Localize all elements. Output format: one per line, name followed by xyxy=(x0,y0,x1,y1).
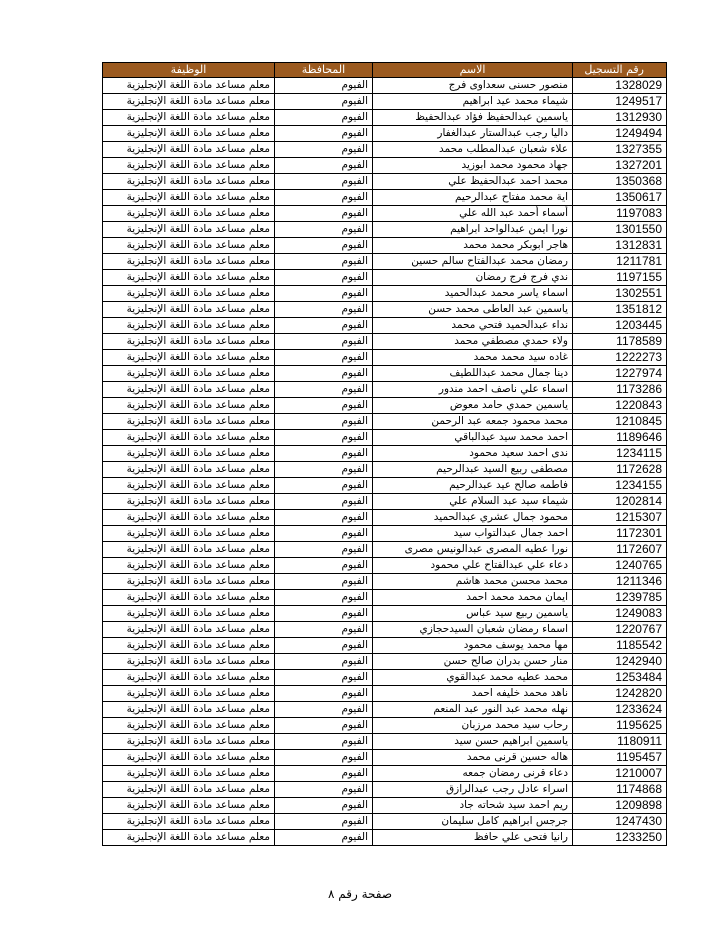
registration-number-cell: 1350368 xyxy=(573,174,667,190)
governorate-cell: الفيوم xyxy=(275,574,373,590)
governorate-cell: الفيوم xyxy=(275,174,373,190)
table-row xyxy=(103,414,667,430)
name-cell: اسراء عادل رجب عبدالرازق xyxy=(373,782,573,798)
table-row xyxy=(103,590,667,606)
name-cell: فاطمه صالح عيد عبدالرحيم xyxy=(373,478,573,494)
job-cell: معلم مساعد مادة اللغة الإنجليزية xyxy=(103,542,275,558)
table-row xyxy=(103,654,667,670)
job-cell: معلم مساعد مادة اللغة الإنجليزية xyxy=(103,414,275,430)
job-cell: معلم مساعد مادة اللغة الإنجليزية xyxy=(103,494,275,510)
name-cell: ياسمين عبدالحفيظ فؤاد عبدالحفيظ xyxy=(373,110,573,126)
registration-number-cell: 1197155 xyxy=(573,270,667,286)
governorate-cell: الفيوم xyxy=(275,430,373,446)
registration-number-cell: 1239785 xyxy=(573,590,667,606)
job-cell: معلم مساعد مادة اللغة الإنجليزية xyxy=(103,190,275,206)
job-cell: معلم مساعد مادة اللغة الإنجليزية xyxy=(103,350,275,366)
registration-number-cell: 1249494 xyxy=(573,126,667,142)
job-cell: معلم مساعد مادة اللغة الإنجليزية xyxy=(103,686,275,702)
governorate-cell: الفيوم xyxy=(275,222,373,238)
governorate-cell: الفيوم xyxy=(275,718,373,734)
governorate-cell: الفيوم xyxy=(275,462,373,478)
name-cell: نورا عطيه المصرى عبدالونيس مصرى xyxy=(373,542,573,558)
governorate-cell: الفيوم xyxy=(275,622,373,638)
governorate-cell: الفيوم xyxy=(275,670,373,686)
governorate-cell: الفيوم xyxy=(275,126,373,142)
governorate-cell: الفيوم xyxy=(275,830,373,846)
table-row xyxy=(103,526,667,542)
name-cell: جهاد محمود محمد ابوزيد xyxy=(373,158,573,174)
name-cell: مصطفى ربيع السيد عبدالرحيم xyxy=(373,462,573,478)
registration-number-cell: 1178589 xyxy=(573,334,667,350)
governorate-cell: الفيوم xyxy=(275,702,373,718)
job-cell: معلم مساعد مادة اللغة الإنجليزية xyxy=(103,174,275,190)
name-cell: ياسمين ابراهيم حسن سيد xyxy=(373,734,573,750)
table-row xyxy=(103,558,667,574)
registration-number-cell: 1233250 xyxy=(573,830,667,846)
governorate-cell: الفيوم xyxy=(275,446,373,462)
job-cell: معلم مساعد مادة اللغة الإنجليزية xyxy=(103,702,275,718)
job-cell: معلم مساعد مادة اللغة الإنجليزية xyxy=(103,254,275,270)
table-row xyxy=(103,478,667,494)
name-cell: محمد عطيه محمد عبدالقوي xyxy=(373,670,573,686)
registration-number-cell: 1172301 xyxy=(573,526,667,542)
registration-number-cell: 1173286 xyxy=(573,382,667,398)
table-row xyxy=(103,638,667,654)
registration-number-cell: 1249083 xyxy=(573,606,667,622)
table-row xyxy=(103,78,667,94)
header-job: الوظيفة xyxy=(103,63,275,78)
governorate-cell: الفيوم xyxy=(275,238,373,254)
registration-number-cell: 1253484 xyxy=(573,670,667,686)
table-row xyxy=(103,110,667,126)
governorate-cell: الفيوم xyxy=(275,654,373,670)
job-cell: معلم مساعد مادة اللغة الإنجليزية xyxy=(103,94,275,110)
governorate-cell: الفيوم xyxy=(275,686,373,702)
table-row xyxy=(103,542,667,558)
job-cell: معلم مساعد مادة اللغة الإنجليزية xyxy=(103,126,275,142)
registration-number-cell: 1195457 xyxy=(573,750,667,766)
table-row xyxy=(103,206,667,222)
governorate-cell: الفيوم xyxy=(275,494,373,510)
table-row xyxy=(103,382,667,398)
name-cell: اسماء ياسر محمد عبدالحميد xyxy=(373,286,573,302)
name-cell: ريم احمد سيد شحاته جاد xyxy=(373,798,573,814)
governorate-cell: الفيوم xyxy=(275,366,373,382)
header-row xyxy=(103,63,667,78)
job-cell: معلم مساعد مادة اللغة الإنجليزية xyxy=(103,782,275,798)
job-cell: معلم مساعد مادة اللغة الإنجليزية xyxy=(103,158,275,174)
registration-number-cell: 1211346 xyxy=(573,574,667,590)
job-cell: معلم مساعد مادة اللغة الإنجليزية xyxy=(103,462,275,478)
table-row xyxy=(103,190,667,206)
table-row xyxy=(103,158,667,174)
job-cell: معلم مساعد مادة اللغة الإنجليزية xyxy=(103,286,275,302)
name-cell: احمد جمال عبدالتواب سيد xyxy=(373,526,573,542)
registration-number-cell: 1203445 xyxy=(573,318,667,334)
registration-number-cell: 1242820 xyxy=(573,686,667,702)
job-cell: معلم مساعد مادة اللغة الإنجليزية xyxy=(103,206,275,222)
registration-number-cell: 1174868 xyxy=(573,782,667,798)
registration-number-cell: 1211781 xyxy=(573,254,667,270)
registration-number-cell: 1328029 xyxy=(573,78,667,94)
governorate-cell: الفيوم xyxy=(275,286,373,302)
table-row xyxy=(103,510,667,526)
registration-number-cell: 1172607 xyxy=(573,542,667,558)
job-cell: معلم مساعد مادة اللغة الإنجليزية xyxy=(103,110,275,126)
table-row xyxy=(103,574,667,590)
name-cell: نورا ايمن عبدالواحد ابراهيم xyxy=(373,222,573,238)
name-cell: شيماء محمد عيد ابراهيم xyxy=(373,94,573,110)
job-cell: معلم مساعد مادة اللغة الإنجليزية xyxy=(103,670,275,686)
governorate-cell: الفيوم xyxy=(275,398,373,414)
job-cell: معلم مساعد مادة اللغة الإنجليزية xyxy=(103,574,275,590)
table-row xyxy=(103,94,667,110)
table-row xyxy=(103,766,667,782)
registration-number-cell: 1172628 xyxy=(573,462,667,478)
header-registration-number: رقم التسجيل xyxy=(573,63,667,78)
name-cell: هاجر ابوبكر محمد محمد xyxy=(373,238,573,254)
job-cell: معلم مساعد مادة اللغة الإنجليزية xyxy=(103,318,275,334)
governorate-cell: الفيوم xyxy=(275,734,373,750)
table-row xyxy=(103,366,667,382)
job-cell: معلم مساعد مادة اللغة الإنجليزية xyxy=(103,446,275,462)
registration-number-cell: 1240765 xyxy=(573,558,667,574)
job-cell: معلم مساعد مادة اللغة الإنجليزية xyxy=(103,558,275,574)
job-cell: معلم مساعد مادة اللغة الإنجليزية xyxy=(103,654,275,670)
table-row xyxy=(103,734,667,750)
name-cell: غاده سيد محمد محمد xyxy=(373,350,573,366)
job-cell: معلم مساعد مادة اللغة الإنجليزية xyxy=(103,638,275,654)
job-cell: معلم مساعد مادة اللغة الإنجليزية xyxy=(103,718,275,734)
governorate-cell: الفيوم xyxy=(275,750,373,766)
table-row xyxy=(103,686,667,702)
name-cell: احمد محمد سيد عبدالباقي xyxy=(373,430,573,446)
name-cell: شيماء سيد عبد السلام علي xyxy=(373,494,573,510)
registration-number-cell: 1249517 xyxy=(573,94,667,110)
governorate-cell: الفيوم xyxy=(275,206,373,222)
job-cell: معلم مساعد مادة اللغة الإنجليزية xyxy=(103,270,275,286)
governorate-cell: الفيوم xyxy=(275,158,373,174)
name-cell: محمود جمال عشري عبدالحميد xyxy=(373,510,573,526)
name-cell: منصور حسنى سعداوى فرج xyxy=(373,78,573,94)
governorate-cell: الفيوم xyxy=(275,110,373,126)
table-row xyxy=(103,814,667,830)
name-cell: أسماء أحمد عبد الله علي xyxy=(373,206,573,222)
page-number: صفحة رقم ٨ xyxy=(327,887,393,901)
table-row xyxy=(103,718,667,734)
name-cell: ياسمين حمدي حامد معوض xyxy=(373,398,573,414)
name-cell: نداء عبدالحميد فتحي محمد xyxy=(373,318,573,334)
name-cell: ندى احمد سعيد محمود xyxy=(373,446,573,462)
job-cell: معلم مساعد مادة اللغة الإنجليزية xyxy=(103,142,275,158)
registration-number-cell: 1180911 xyxy=(573,734,667,750)
registration-number-cell: 1215307 xyxy=(573,510,667,526)
table-row xyxy=(103,126,667,142)
registration-number-cell: 1350617 xyxy=(573,190,667,206)
governorate-cell: الفيوم xyxy=(275,350,373,366)
registration-number-cell: 1234155 xyxy=(573,478,667,494)
governorate-cell: الفيوم xyxy=(275,526,373,542)
registration-number-cell: 1312930 xyxy=(573,110,667,126)
governorate-cell: الفيوم xyxy=(275,558,373,574)
registration-number-cell: 1301550 xyxy=(573,222,667,238)
job-cell: معلم مساعد مادة اللغة الإنجليزية xyxy=(103,222,275,238)
registration-number-cell: 1220767 xyxy=(573,622,667,638)
name-cell: رانيا فتحى علي حافظ xyxy=(373,830,573,846)
name-cell: نهله محمد عبد النور عبد المنعم xyxy=(373,702,573,718)
table-row xyxy=(103,494,667,510)
job-cell: معلم مساعد مادة اللغة الإنجليزية xyxy=(103,830,275,846)
governorate-cell: الفيوم xyxy=(275,638,373,654)
registration-number-cell: 1327355 xyxy=(573,142,667,158)
job-cell: معلم مساعد مادة اللغة الإنجليزية xyxy=(103,526,275,542)
governorate-cell: الفيوم xyxy=(275,782,373,798)
governorate-cell: الفيوم xyxy=(275,254,373,270)
governorate-cell: الفيوم xyxy=(275,78,373,94)
governorate-cell: الفيوم xyxy=(275,94,373,110)
governorate-cell: الفيوم xyxy=(275,766,373,782)
name-cell: ياسمين ربيع سيد عباس xyxy=(373,606,573,622)
governorate-cell: الفيوم xyxy=(275,590,373,606)
registration-number-cell: 1351812 xyxy=(573,302,667,318)
table-row xyxy=(103,350,667,366)
job-cell: معلم مساعد مادة اللغة الإنجليزية xyxy=(103,238,275,254)
registration-number-cell: 1222273 xyxy=(573,350,667,366)
job-cell: معلم مساعد مادة اللغة الإنجليزية xyxy=(103,734,275,750)
governorate-cell: الفيوم xyxy=(275,142,373,158)
name-cell: مها محمد يوسف محمود xyxy=(373,638,573,654)
table-row xyxy=(103,334,667,350)
table-row xyxy=(103,606,667,622)
table-row xyxy=(103,702,667,718)
registration-number-cell: 1234115 xyxy=(573,446,667,462)
registration-number-cell: 1327201 xyxy=(573,158,667,174)
table-row xyxy=(103,302,667,318)
table-row xyxy=(103,142,667,158)
registration-number-cell: 1202814 xyxy=(573,494,667,510)
table-row xyxy=(103,670,667,686)
governorate-cell: الفيوم xyxy=(275,814,373,830)
job-cell: معلم مساعد مادة اللغة الإنجليزية xyxy=(103,334,275,350)
job-cell: معلم مساعد مادة اللغة الإنجليزية xyxy=(103,590,275,606)
name-cell: رحاب سيد محمد مرزبان xyxy=(373,718,573,734)
name-cell: دينا جمال محمد عبداللطيف xyxy=(373,366,573,382)
governorate-cell: الفيوم xyxy=(275,302,373,318)
governorate-cell: الفيوم xyxy=(275,414,373,430)
job-cell: معلم مساعد مادة اللغة الإنجليزية xyxy=(103,622,275,638)
registration-number-cell: 1209898 xyxy=(573,798,667,814)
registration-number-cell: 1242940 xyxy=(573,654,667,670)
table-row xyxy=(103,318,667,334)
name-cell: هاله حسين قرنى محمد xyxy=(373,750,573,766)
name-cell: اسماء علي ناصف احمد مندور xyxy=(373,382,573,398)
name-cell: دعاء علي عبدالفتاح علي محمود xyxy=(373,558,573,574)
table-row xyxy=(103,750,667,766)
table-row xyxy=(103,782,667,798)
name-cell: ناهد محمد خليفه احمد xyxy=(373,686,573,702)
job-cell: معلم مساعد مادة اللغة الإنجليزية xyxy=(103,478,275,494)
registration-number-cell: 1210007 xyxy=(573,766,667,782)
name-cell: ندي فرج فرج رمضان xyxy=(373,270,573,286)
table-row xyxy=(103,430,667,446)
job-cell: معلم مساعد مادة اللغة الإنجليزية xyxy=(103,510,275,526)
header-governorate: المحافظة xyxy=(275,63,373,78)
name-cell: ايمان محمد محمد احمد xyxy=(373,590,573,606)
name-cell: محمد محسن محمد هاشم xyxy=(373,574,573,590)
governorate-cell: الفيوم xyxy=(275,510,373,526)
registration-number-cell: 1233624 xyxy=(573,702,667,718)
registration-number-cell: 1312831 xyxy=(573,238,667,254)
registration-number-cell: 1247430 xyxy=(573,814,667,830)
table-row xyxy=(103,174,667,190)
governorate-cell: الفيوم xyxy=(275,606,373,622)
registration-table xyxy=(102,62,667,846)
registration-number-cell: 1185542 xyxy=(573,638,667,654)
job-cell: معلم مساعد مادة اللغة الإنجليزية xyxy=(103,766,275,782)
registration-number-cell: 1189646 xyxy=(573,430,667,446)
registration-number-cell: 1220843 xyxy=(573,398,667,414)
governorate-cell: الفيوم xyxy=(275,542,373,558)
table-row xyxy=(103,798,667,814)
name-cell: دعاء قرنى رمضان جمعه xyxy=(373,766,573,782)
job-cell: معلم مساعد مادة اللغة الإنجليزية xyxy=(103,78,275,94)
name-cell: داليا رجب عبدالستار عبدالغفار xyxy=(373,126,573,142)
governorate-cell: الفيوم xyxy=(275,270,373,286)
governorate-cell: الفيوم xyxy=(275,190,373,206)
governorate-cell: الفيوم xyxy=(275,798,373,814)
name-cell: محمد احمد عبدالحفيظ علي xyxy=(373,174,573,190)
name-cell: اسماء رمضان شعبان السيدحجازي xyxy=(373,622,573,638)
governorate-cell: الفيوم xyxy=(275,382,373,398)
registration-number-cell: 1210845 xyxy=(573,414,667,430)
name-cell: منار حسن بدران صالح حسن xyxy=(373,654,573,670)
governorate-cell: الفيوم xyxy=(275,318,373,334)
job-cell: معلم مساعد مادة اللغة الإنجليزية xyxy=(103,366,275,382)
table-row xyxy=(103,830,667,846)
name-cell: جرجس ابراهيم كامل سليمان xyxy=(373,814,573,830)
table-row xyxy=(103,286,667,302)
registration-number-cell: 1302551 xyxy=(573,286,667,302)
job-cell: معلم مساعد مادة اللغة الإنجليزية xyxy=(103,382,275,398)
name-cell: محمد محمود جمعه عبد الرحمن xyxy=(373,414,573,430)
table-row xyxy=(103,254,667,270)
job-cell: معلم مساعد مادة اللغة الإنجليزية xyxy=(103,798,275,814)
header-name: الاسم xyxy=(373,63,573,78)
governorate-cell: الفيوم xyxy=(275,334,373,350)
job-cell: معلم مساعد مادة اللغة الإنجليزية xyxy=(103,814,275,830)
name-cell: رمضان محمد عبدالفتاح سالم حسين xyxy=(373,254,573,270)
table-row xyxy=(103,270,667,286)
name-cell: علاء شعبان عبدالمطلب محمد xyxy=(373,142,573,158)
job-cell: معلم مساعد مادة اللغة الإنجليزية xyxy=(103,750,275,766)
table-row xyxy=(103,446,667,462)
job-cell: معلم مساعد مادة اللغة الإنجليزية xyxy=(103,302,275,318)
registration-number-cell: 1195625 xyxy=(573,718,667,734)
table-row xyxy=(103,622,667,638)
table-row xyxy=(103,398,667,414)
registration-number-cell: 1227974 xyxy=(573,366,667,382)
governorate-cell: الفيوم xyxy=(275,478,373,494)
job-cell: معلم مساعد مادة اللغة الإنجليزية xyxy=(103,606,275,622)
table-row xyxy=(103,222,667,238)
table-row xyxy=(103,238,667,254)
registration-number-cell: 1197083 xyxy=(573,206,667,222)
name-cell: ياسمين عبد العاطى محمد حسن xyxy=(373,302,573,318)
job-cell: معلم مساعد مادة اللغة الإنجليزية xyxy=(103,398,275,414)
table-row xyxy=(103,462,667,478)
job-cell: معلم مساعد مادة اللغة الإنجليزية xyxy=(103,430,275,446)
name-cell: ولاء حمدي مصطفي محمد xyxy=(373,334,573,350)
name-cell: اية محمد مفتاح عبدالرحيم xyxy=(373,190,573,206)
